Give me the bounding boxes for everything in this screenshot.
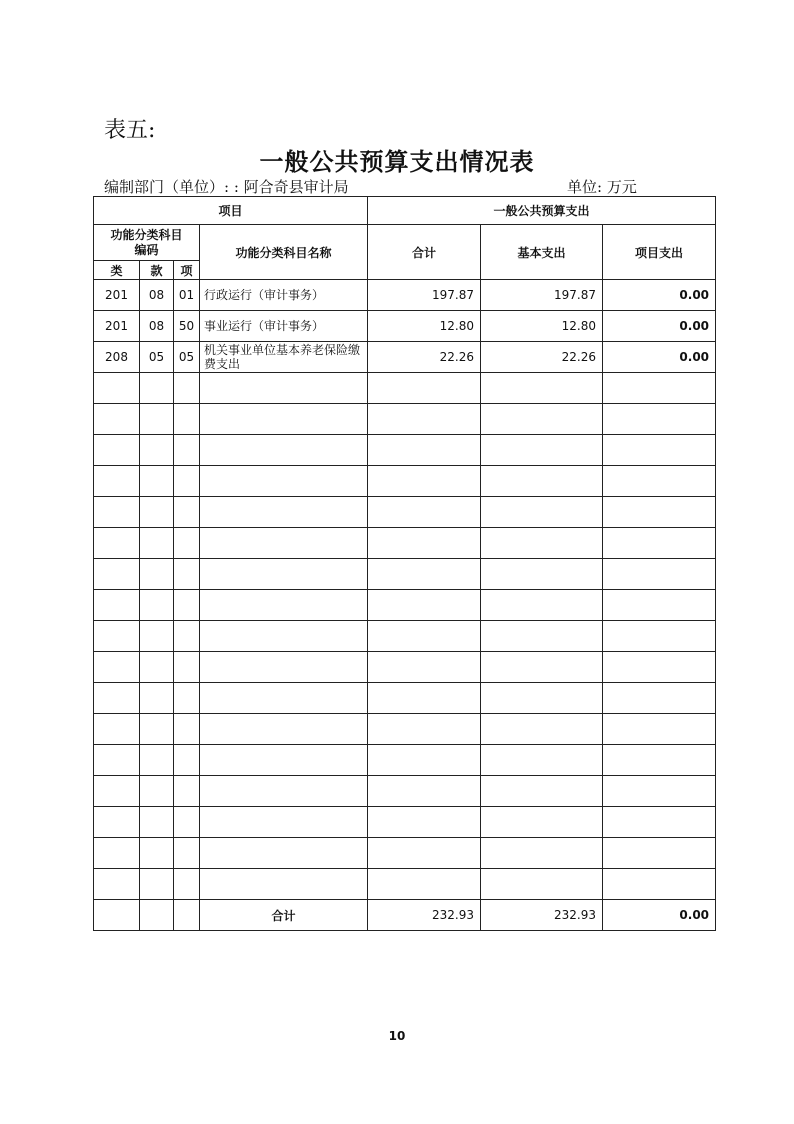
cell-empty (368, 466, 481, 497)
cell-total: 12.80 (368, 311, 481, 342)
cell-empty (94, 776, 140, 807)
cell-empty (140, 404, 174, 435)
cell-empty (368, 435, 481, 466)
cell-empty (140, 373, 174, 404)
cell-empty (94, 590, 140, 621)
cell-name: 行政运行（审计事务） (200, 280, 368, 311)
header-lei: 类 (94, 261, 140, 280)
compiling-unit: 编制部门（单位）: : 阿合奇县审计局 (104, 178, 349, 196)
cell-empty (200, 838, 368, 869)
cell-xiang: 05 (174, 342, 200, 373)
cell-empty (603, 373, 716, 404)
cell-total: 22.26 (368, 342, 481, 373)
cell-basic: 22.26 (481, 342, 603, 373)
cell-empty (94, 559, 140, 590)
cell-empty (368, 745, 481, 776)
cell-empty (200, 528, 368, 559)
cell-empty (603, 838, 716, 869)
empty-row (94, 838, 716, 869)
cell-empty (174, 404, 200, 435)
cell-empty (603, 869, 716, 900)
expenditure-table (93, 196, 716, 931)
empty-row (94, 559, 716, 590)
cell-basic: 12.80 (481, 311, 603, 342)
empty-row (94, 714, 716, 745)
cell-empty (174, 900, 200, 931)
cell-project: 0.00 (603, 280, 716, 311)
cell-empty (94, 900, 140, 931)
cell-empty (200, 745, 368, 776)
cell-empty (94, 838, 140, 869)
cell-empty (200, 590, 368, 621)
cell-empty (140, 745, 174, 776)
cell-kuan: 05 (140, 342, 174, 373)
cell-empty (368, 621, 481, 652)
cell-empty (140, 652, 174, 683)
cell-empty (94, 435, 140, 466)
header-name: 功能分类科目名称 (200, 225, 368, 280)
cell-empty (481, 373, 603, 404)
cell-empty (174, 652, 200, 683)
cell-empty (174, 466, 200, 497)
cell-total: 197.87 (368, 280, 481, 311)
cell-empty (94, 714, 140, 745)
cell-empty (94, 404, 140, 435)
cell-empty (603, 652, 716, 683)
header-code (94, 225, 200, 261)
cell-empty (603, 621, 716, 652)
cell-empty (140, 714, 174, 745)
total-label: 合计 (200, 900, 368, 931)
cell-empty (174, 435, 200, 466)
table-label: 表五: (104, 118, 156, 143)
cell-empty (603, 404, 716, 435)
cell-empty (368, 838, 481, 869)
cell-empty (481, 559, 603, 590)
cell-empty (94, 497, 140, 528)
total-project: 0.00 (603, 900, 716, 931)
cell-empty (174, 807, 200, 838)
cell-empty (200, 497, 368, 528)
cell-empty (481, 683, 603, 714)
empty-row (94, 404, 716, 435)
cell-empty (140, 466, 174, 497)
cell-empty (200, 435, 368, 466)
cell-kuan: 08 (140, 280, 174, 311)
cell-empty (174, 869, 200, 900)
cell-empty (94, 652, 140, 683)
cell-empty (481, 838, 603, 869)
total-total: 232.93 (368, 900, 481, 931)
cell-empty (200, 714, 368, 745)
cell-empty (200, 559, 368, 590)
cell-empty (200, 807, 368, 838)
cell-empty (603, 466, 716, 497)
cell-xiang: 50 (174, 311, 200, 342)
cell-empty (481, 590, 603, 621)
cell-empty (174, 714, 200, 745)
cell-empty (603, 435, 716, 466)
cell-empty (200, 404, 368, 435)
cell-basic: 197.87 (481, 280, 603, 311)
empty-row (94, 745, 716, 776)
cell-empty (481, 745, 603, 776)
cell-empty (94, 683, 140, 714)
cell-empty (174, 590, 200, 621)
cell-empty (94, 745, 140, 776)
empty-row (94, 466, 716, 497)
cell-xiang: 01 (174, 280, 200, 311)
cell-name: 机关事业单位基本养老保险缴费支出 (200, 342, 368, 373)
empty-row (94, 652, 716, 683)
cell-empty (481, 714, 603, 745)
cell-empty (603, 497, 716, 528)
empty-row (94, 683, 716, 714)
empty-row (94, 621, 716, 652)
cell-empty (603, 559, 716, 590)
cell-empty (200, 683, 368, 714)
cell-empty (200, 466, 368, 497)
cell-empty (481, 435, 603, 466)
cell-empty (603, 776, 716, 807)
page-number: 10 (388, 1029, 406, 1043)
cell-empty (174, 776, 200, 807)
cell-empty (174, 559, 200, 590)
cell-empty (200, 869, 368, 900)
cell-empty (200, 373, 368, 404)
cell-empty (481, 497, 603, 528)
cell-empty (140, 776, 174, 807)
header-project-exp: 项目支出 (603, 225, 716, 280)
header-budget: 一般公共预算支出 (368, 197, 716, 225)
cell-empty (140, 590, 174, 621)
cell-empty (94, 466, 140, 497)
cell-empty (368, 714, 481, 745)
cell-lei: 201 (94, 280, 140, 311)
empty-row (94, 590, 716, 621)
cell-empty (603, 745, 716, 776)
cell-empty (140, 900, 174, 931)
cell-empty (368, 590, 481, 621)
cell-empty (94, 807, 140, 838)
total-basic: 232.93 (481, 900, 603, 931)
header-basic: 基本支出 (481, 225, 603, 280)
cell-empty (603, 590, 716, 621)
cell-empty (368, 652, 481, 683)
cell-empty (174, 838, 200, 869)
empty-row (94, 373, 716, 404)
cell-empty (368, 683, 481, 714)
cell-empty (481, 621, 603, 652)
cell-empty (603, 807, 716, 838)
cell-kuan: 08 (140, 311, 174, 342)
cell-empty (481, 528, 603, 559)
table-row (94, 342, 716, 373)
cell-empty (140, 683, 174, 714)
cell-empty (368, 869, 481, 900)
cell-empty (174, 373, 200, 404)
cell-empty (140, 838, 174, 869)
cell-empty (481, 869, 603, 900)
cell-empty (481, 807, 603, 838)
cell-empty (368, 497, 481, 528)
cell-empty (140, 497, 174, 528)
cell-empty (140, 807, 174, 838)
cell-empty (174, 621, 200, 652)
cell-empty (368, 528, 481, 559)
header-project: 项目 (94, 197, 368, 225)
cell-project: 0.00 (603, 342, 716, 373)
empty-row (94, 435, 716, 466)
cell-empty (200, 621, 368, 652)
header-kuan: 款 (140, 261, 174, 280)
cell-empty (140, 435, 174, 466)
cell-name: 事业运行（审计事务） (200, 311, 368, 342)
cell-empty (174, 745, 200, 776)
cell-empty (368, 776, 481, 807)
cell-empty (368, 807, 481, 838)
cell-empty (94, 869, 140, 900)
cell-empty (174, 528, 200, 559)
header-total: 合计 (368, 225, 481, 280)
cell-empty (603, 683, 716, 714)
cell-empty (481, 776, 603, 807)
header-code-line2: 编码 (134, 242, 159, 257)
cell-empty (368, 373, 481, 404)
cell-empty (481, 466, 603, 497)
cell-empty (140, 869, 174, 900)
cell-empty (200, 776, 368, 807)
cell-empty (94, 373, 140, 404)
header-code-line1: 功能分类科目 (110, 227, 183, 242)
currency-unit: 单位: 万元 (567, 178, 637, 196)
header-xiang: 项 (174, 261, 200, 280)
cell-empty (481, 404, 603, 435)
cell-empty (481, 652, 603, 683)
page-title: 一般公共预算支出情况表 (259, 147, 535, 176)
cell-empty (603, 528, 716, 559)
cell-empty (368, 404, 481, 435)
cell-empty (140, 528, 174, 559)
cell-empty (140, 559, 174, 590)
empty-row (94, 869, 716, 900)
empty-row (94, 807, 716, 838)
empty-row (94, 497, 716, 528)
total-row (94, 900, 716, 931)
cell-empty (174, 683, 200, 714)
cell-empty (174, 497, 200, 528)
cell-empty (94, 621, 140, 652)
cell-empty (140, 621, 174, 652)
cell-project: 0.00 (603, 311, 716, 342)
cell-lei: 208 (94, 342, 140, 373)
cell-empty (94, 528, 140, 559)
cell-empty (603, 714, 716, 745)
empty-row (94, 776, 716, 807)
cell-lei: 201 (94, 311, 140, 342)
empty-row (94, 528, 716, 559)
cell-empty (200, 652, 368, 683)
cell-empty (368, 559, 481, 590)
table-row (94, 311, 716, 342)
table-row (94, 280, 716, 311)
